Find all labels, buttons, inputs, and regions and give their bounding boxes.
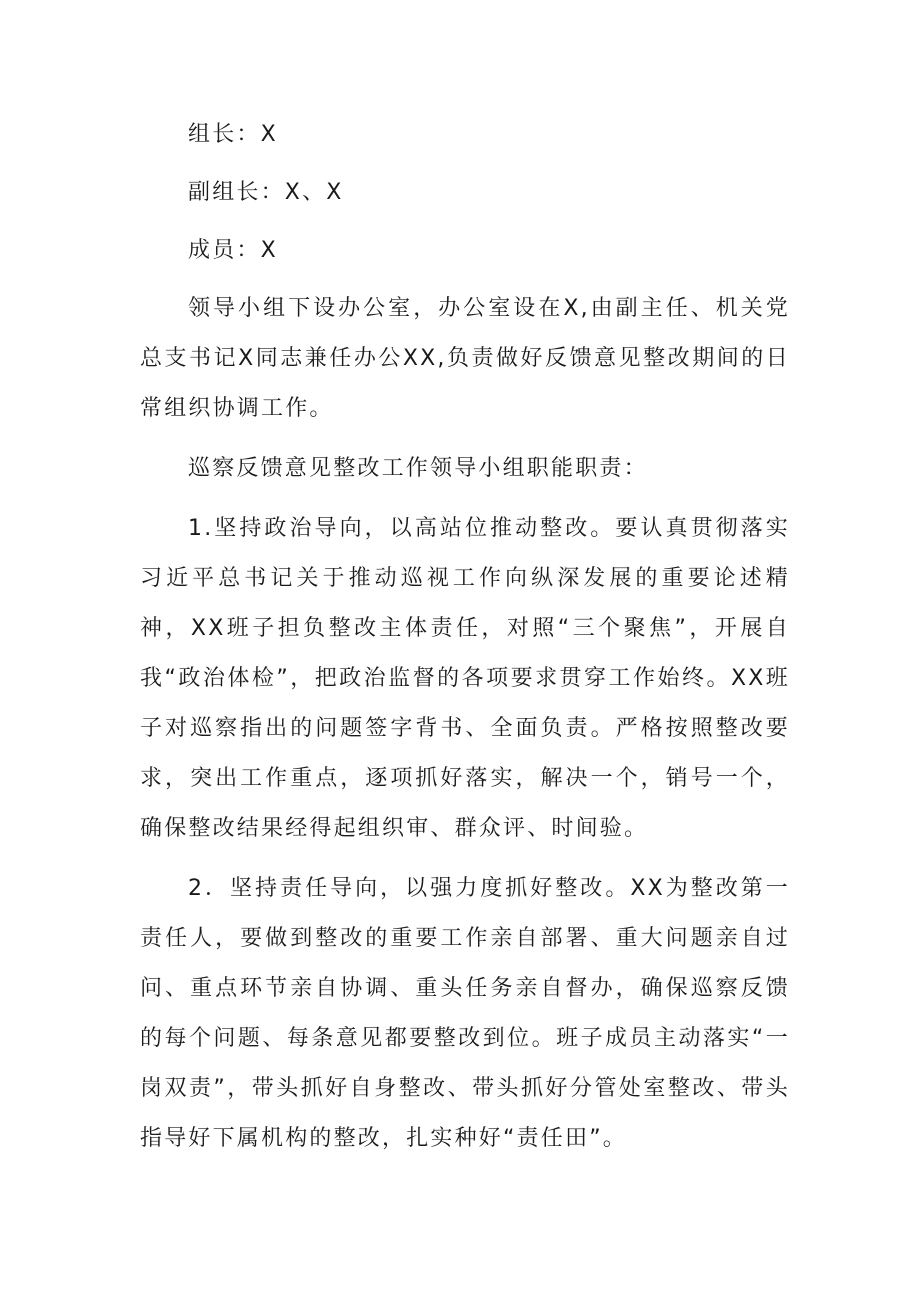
- spacer: [140, 854, 790, 864]
- spacer: [140, 494, 790, 504]
- spacer: [140, 218, 790, 226]
- duties-heading: 巡察反馈意见整改工作领导小组职能职责：: [188, 456, 648, 481]
- spacer: [140, 434, 790, 444]
- member-line: 成员：X: [188, 238, 278, 263]
- spacer: [140, 276, 790, 284]
- duty-item-2: 2．坚持责任导向，以强力度抓好整改。XX为整改第一责任人，要做到整改的重要工作亲自部署、重大问题亲自过问、重点环节亲自协调、重头任务亲自督办，确保巡察反馈的每个问题、每条意见都要整改到位。班子成员主动落实“一岗双责”，带头抓好自身整改、带头抓好分管处室整改、带头指导好下属机构的整改，扎实种好“责任田”。: [140, 876, 790, 1151]
- deputy-line: 副组长：X、X: [188, 180, 344, 205]
- office-paragraph: 领导小组下设办公室，办公室设在X,由副主任、机关党总支书记X同志兼任办公XX,负责做好反馈意见整改期间的日常组织协调工作。: [140, 296, 790, 421]
- document-body: [140, 110, 790, 1164]
- leader-line: 组长：X: [188, 122, 278, 147]
- duty-item-1: 1.坚持政治导向，以高站位推动整改。要认真贯彻落实习近平总书记关于推动巡视工作向纵深发展的重要论述精神，XX班子担负整改主体责任，对照“三个聚焦”，开展自我“政治体检”，把政治监督的各项要求贯穿工作始终。XX班子对巡察指出的问题签字背书、全面负责。严格按照整改要求，突出工作重点，逐项抓好落实，解决一个，销号一个，确保整改结果经得起组织审、群众评、时间验。: [140, 516, 790, 841]
- spacer: [140, 160, 790, 168]
